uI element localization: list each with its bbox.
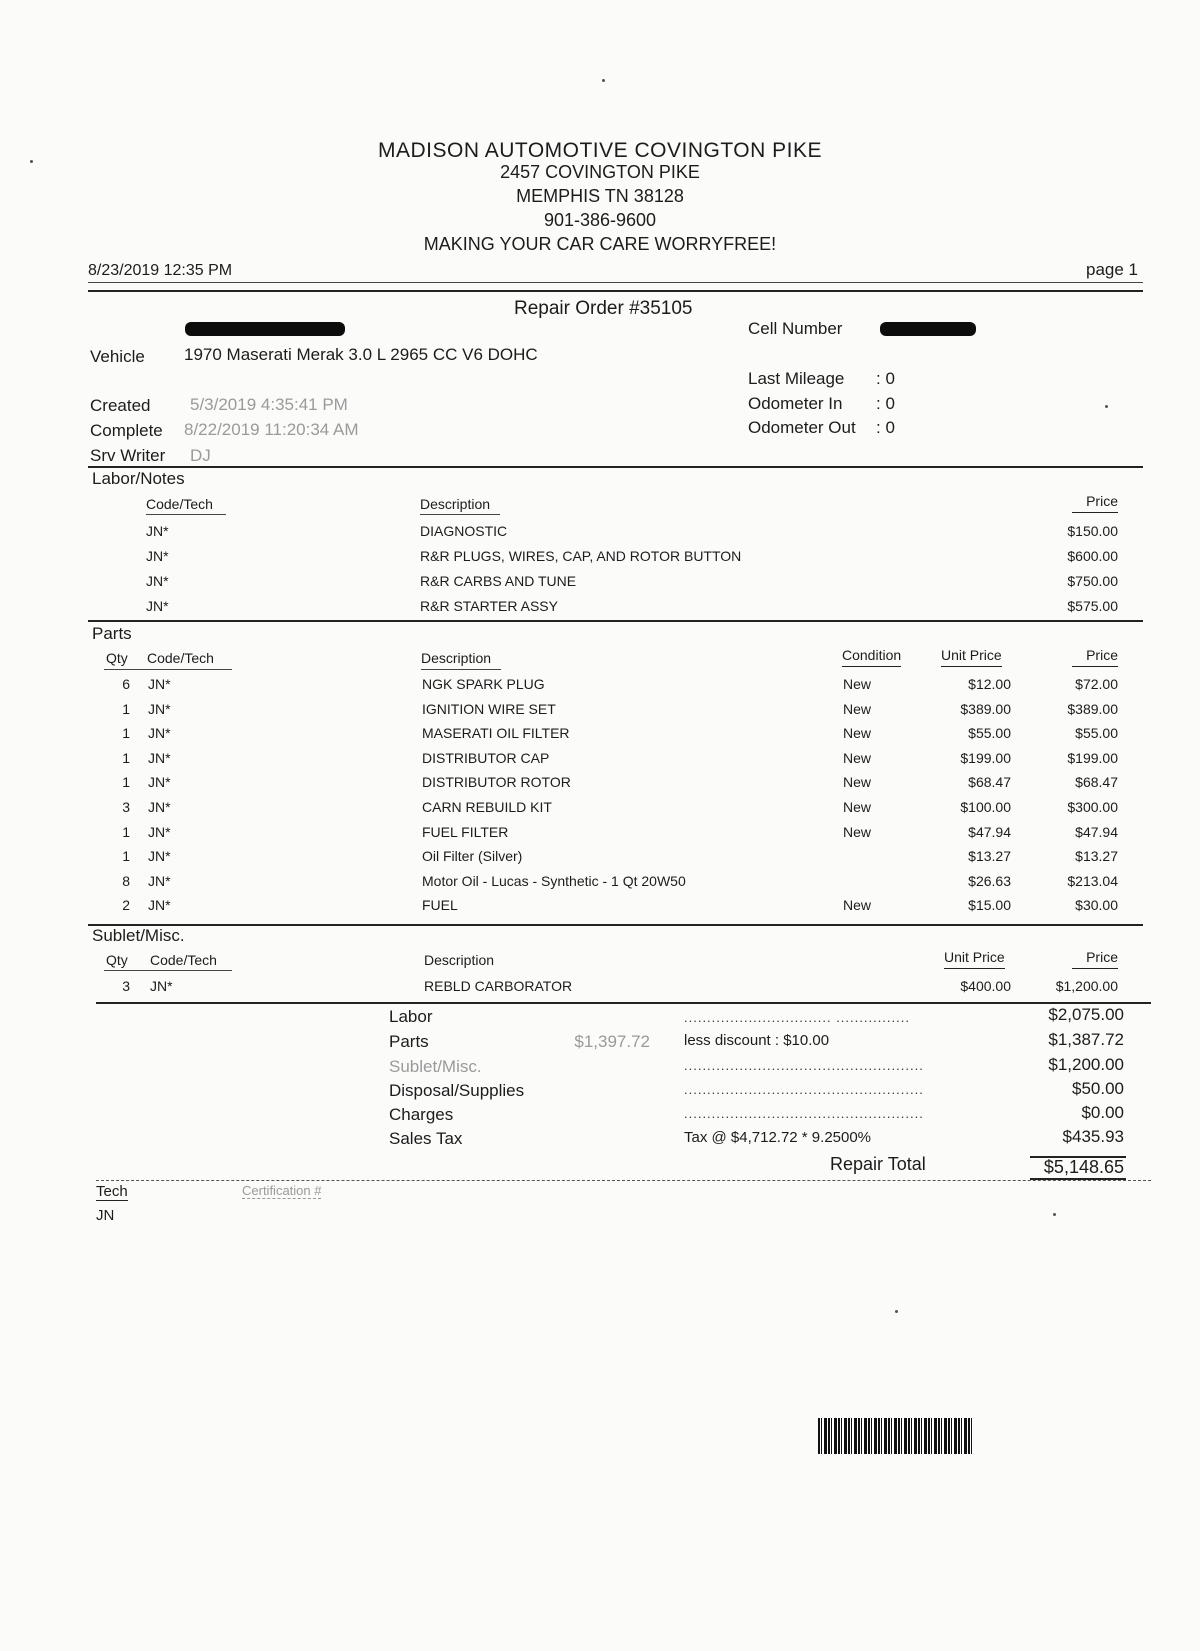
shop-city: MEMPHIS TN 38128 [516, 186, 684, 206]
created-label: Created [90, 396, 151, 415]
labor-price-cell: $575.00 [1067, 598, 1118, 614]
parts-price-cell: $389.00 [1067, 700, 1118, 717]
divider [96, 1180, 1151, 1181]
parts-description-cell: FUEL FILTER [422, 823, 509, 840]
parts-qty-cell: 3 [122, 799, 130, 815]
labor-price-cell: $600.00 [1067, 548, 1118, 564]
leader-dots: ................................ ................ [684, 1010, 910, 1025]
sublet-unit-price-header: Unit Price [944, 949, 1005, 969]
labor-description-cell: R&R STARTER ASSY [420, 598, 558, 614]
parts-unit-price-cell: $68.47 [968, 774, 1011, 791]
labor-description-cell: R&R PLUGS, WIRES, CAP, AND ROTOR BUTTON [420, 548, 742, 564]
header-underline [146, 514, 226, 515]
parts-description-cell: FUEL [422, 897, 458, 914]
header-underline [420, 514, 500, 515]
shop-address: 2457 COVINGTON PIKE [500, 162, 700, 182]
repair-order-number: Repair Order #35105 [514, 298, 693, 319]
divider [88, 290, 1143, 292]
parts-unit-price-cell: $55.00 [968, 725, 1011, 742]
divider [88, 924, 1143, 926]
parts-price-header: Price [1072, 647, 1118, 667]
scan-speck [1053, 1213, 1056, 1216]
parts-unit-price-cell: $26.63 [968, 872, 1011, 889]
odometer-in-value: : 0 [876, 394, 895, 413]
parts-code-cell: JN* [148, 774, 171, 791]
labor-code-cell: JN* [146, 598, 169, 614]
parts-section-title: Parts [92, 624, 132, 643]
parts-price-cell: $68.47 [1075, 774, 1118, 791]
parts-code-cell: JN* [148, 700, 171, 717]
summary-sales-tax-note: Tax @ $4,712.72 * 9.2500% [684, 1129, 872, 1146]
vehicle-value: 1970 Maserati Merak 3.0 L 2965 CC V6 DOHC [184, 345, 538, 364]
sublet-code-cell: JN* [150, 978, 173, 994]
vehicle-label: Vehicle [90, 347, 145, 366]
parts-code-cell: JN* [148, 799, 171, 815]
shop-slogan: MAKING YOUR CAR CARE WORRYFREE! [423, 234, 777, 254]
parts-description-cell: CARN REBUILD KIT [422, 799, 552, 815]
sublet-qty-cell: 3 [122, 978, 130, 994]
scan-speck [1105, 405, 1108, 408]
page-number: page 1 [1086, 260, 1138, 279]
labor-price-cell: $150.00 [1067, 523, 1118, 539]
parts-price-cell: $72.00 [1075, 676, 1118, 692]
summary-parts-value: $1,387.72 [1048, 1030, 1124, 1049]
repair-total-value: $5,148.65 [1043, 1157, 1124, 1177]
summary-sublet-label: Sublet/Misc. [389, 1057, 482, 1076]
summary-parts-discount: less discount : $10.00 [684, 1032, 830, 1049]
parts-qty-header: Qty [106, 650, 128, 666]
leader-dots: .................................................... [684, 1106, 924, 1121]
header-underline [104, 970, 232, 971]
labor-description-cell: R&R CARBS AND TUNE [420, 573, 577, 589]
parts-qty-cell: 1 [122, 823, 130, 840]
parts-condition-header: Condition [842, 647, 901, 667]
parts-qty-cell: 1 [122, 725, 130, 742]
parts-unit-price-cell: $13.27 [968, 848, 1011, 865]
parts-code-cell: JN* [148, 897, 171, 914]
parts-code-cell: JN* [148, 676, 171, 692]
labor-description-cell: DIAGNOSTIC [420, 523, 508, 539]
parts-price-cell: $199.00 [1067, 749, 1118, 766]
repair-total-label: Repair Total [830, 1154, 926, 1174]
parts-unit-price-cell: $12.00 [968, 676, 1011, 692]
parts-unit-price-header: Unit Price [941, 647, 1002, 667]
complete-value: 8/22/2019 11:20:34 AM [184, 420, 359, 439]
last-mileage-value: : 0 [876, 369, 895, 388]
shop-name: MADISON AUTOMOTIVE COVINGTON PIKE [378, 139, 822, 162]
parts-unit-price-cell: $47.94 [968, 823, 1011, 840]
barcode [818, 1418, 973, 1454]
sublet-qty-header: Qty [106, 952, 128, 968]
summary-sublet-value: $1,200.00 [1048, 1055, 1124, 1074]
redaction-bar [880, 322, 976, 336]
parts-qty-cell: 8 [122, 872, 130, 889]
parts-qty-cell: 1 [122, 749, 130, 766]
odometer-out-label: Odometer Out [748, 418, 856, 437]
parts-condition-cell: New [843, 676, 872, 692]
summary-charges-label: Charges [389, 1105, 454, 1124]
parts-condition-cell: New [843, 749, 872, 766]
parts-condition-cell: New [843, 725, 872, 742]
redaction-bar [185, 322, 345, 336]
parts-code-header: Code/Tech [147, 650, 214, 666]
leader-dots: .................................................... [684, 1058, 924, 1073]
summary-disposal-label: Disposal/Supplies [389, 1081, 525, 1100]
sublet-description-header: Description [424, 952, 495, 968]
last-mileage-label: Last Mileage [748, 369, 845, 388]
sublet-price-header: Price [1072, 949, 1118, 969]
summary-sales-tax-label: Sales Tax [389, 1129, 463, 1148]
leader-dots: .................................................... [684, 1082, 924, 1097]
parts-price-cell: $47.94 [1075, 823, 1118, 840]
summary-disposal-value: $50.00 [1072, 1079, 1124, 1098]
parts-description-cell: Motor Oil - Lucas - Synthetic - 1 Qt 20W50 [422, 872, 686, 889]
header-underline [421, 669, 501, 670]
print-date: 8/23/2019 12:35 PM [88, 262, 233, 279]
parts-description-cell: IGNITION WIRE SET [422, 700, 556, 717]
labor-price-cell: $750.00 [1067, 573, 1118, 589]
parts-condition-cell: New [843, 897, 872, 914]
sublet-code-header: Code/Tech [150, 952, 217, 968]
parts-description-cell: DISTRIBUTOR ROTOR [422, 774, 571, 791]
parts-description-cell: MASERATI OIL FILTER [422, 725, 570, 742]
summary-labor-label: Labor [389, 1007, 433, 1026]
parts-description-cell: DISTRIBUTOR CAP [422, 749, 550, 766]
parts-unit-price-cell: $199.00 [960, 749, 1011, 766]
parts-qty-cell: 1 [122, 774, 130, 791]
parts-qty-cell: 1 [122, 700, 130, 717]
parts-unit-price-cell: $100.00 [960, 799, 1011, 815]
divider [96, 1002, 1151, 1004]
header-underline [104, 669, 232, 670]
parts-qty-cell: 2 [122, 897, 130, 914]
summary-parts-subtotal: $1,397.72 [574, 1032, 650, 1051]
labor-section-title: Labor/Notes [92, 469, 185, 488]
tech-label: Tech [96, 1183, 128, 1200]
sublet-unit-price-cell: $400.00 [960, 978, 1011, 994]
parts-description-header: Description [421, 650, 492, 666]
labor-description-header: Description [420, 496, 491, 512]
sublet-description-cell: REBLD CARBORATOR [424, 978, 573, 994]
srv-writer-value: DJ [190, 446, 211, 465]
summary-parts-label: Parts [389, 1032, 429, 1051]
divider [88, 620, 1143, 622]
parts-price-cell: $55.00 [1075, 725, 1118, 742]
scan-speck [602, 79, 605, 82]
sublet-section-title: Sublet/Misc. [92, 926, 185, 945]
summary-charges-value: $0.00 [1081, 1103, 1124, 1122]
parts-price-cell: $13.27 [1075, 848, 1118, 865]
parts-condition-cell: New [843, 799, 872, 815]
parts-condition-cell: New [843, 700, 872, 717]
parts-code-cell: JN* [148, 848, 171, 865]
labor-code-header: Code/Tech [146, 496, 213, 512]
labor-code-cell: JN* [146, 573, 169, 589]
parts-code-cell: JN* [148, 749, 171, 766]
srv-writer-label: Srv Writer [90, 446, 166, 465]
parts-description-cell: NGK SPARK PLUG [422, 676, 545, 692]
parts-condition-cell: New [843, 774, 872, 791]
parts-price-cell: $300.00 [1067, 799, 1118, 815]
odometer-in-label: Odometer In [748, 394, 843, 413]
created-value: 5/3/2019 4:35:41 PM [190, 395, 348, 414]
labor-price-header: Price [1072, 493, 1118, 513]
sublet-price-cell: $1,200.00 [1055, 978, 1118, 994]
parts-condition-cell: New [843, 823, 872, 840]
divider [88, 282, 1143, 283]
summary-sales-tax-value: $435.93 [1062, 1127, 1124, 1146]
parts-code-cell: JN* [148, 725, 171, 742]
parts-price-cell: $30.00 [1075, 897, 1118, 914]
complete-label: Complete [90, 421, 163, 440]
parts-qty-cell: 1 [122, 848, 130, 865]
summary-labor-value: $2,075.00 [1048, 1005, 1124, 1024]
parts-code-cell: JN* [148, 872, 171, 889]
odometer-out-value: : 0 [876, 418, 895, 437]
parts-unit-price-cell: $389.00 [960, 700, 1011, 717]
scan-speck [895, 1310, 898, 1313]
parts-code-cell: JN* [148, 823, 171, 840]
certification-label: Certification # [242, 1183, 322, 1198]
labor-code-cell: JN* [146, 548, 169, 564]
shop-phone: 901-386-9600 [543, 210, 657, 230]
labor-code-cell: JN* [146, 523, 169, 539]
parts-description-cell: Oil Filter (Silver) [422, 848, 523, 865]
divider [88, 466, 1143, 468]
parts-price-cell: $213.04 [1067, 872, 1118, 889]
parts-unit-price-cell: $15.00 [968, 897, 1011, 914]
tech-value: JN [96, 1207, 115, 1224]
scan-speck [30, 160, 33, 163]
cell-number-label: Cell Number [748, 319, 843, 338]
parts-qty-cell: 6 [122, 676, 130, 692]
